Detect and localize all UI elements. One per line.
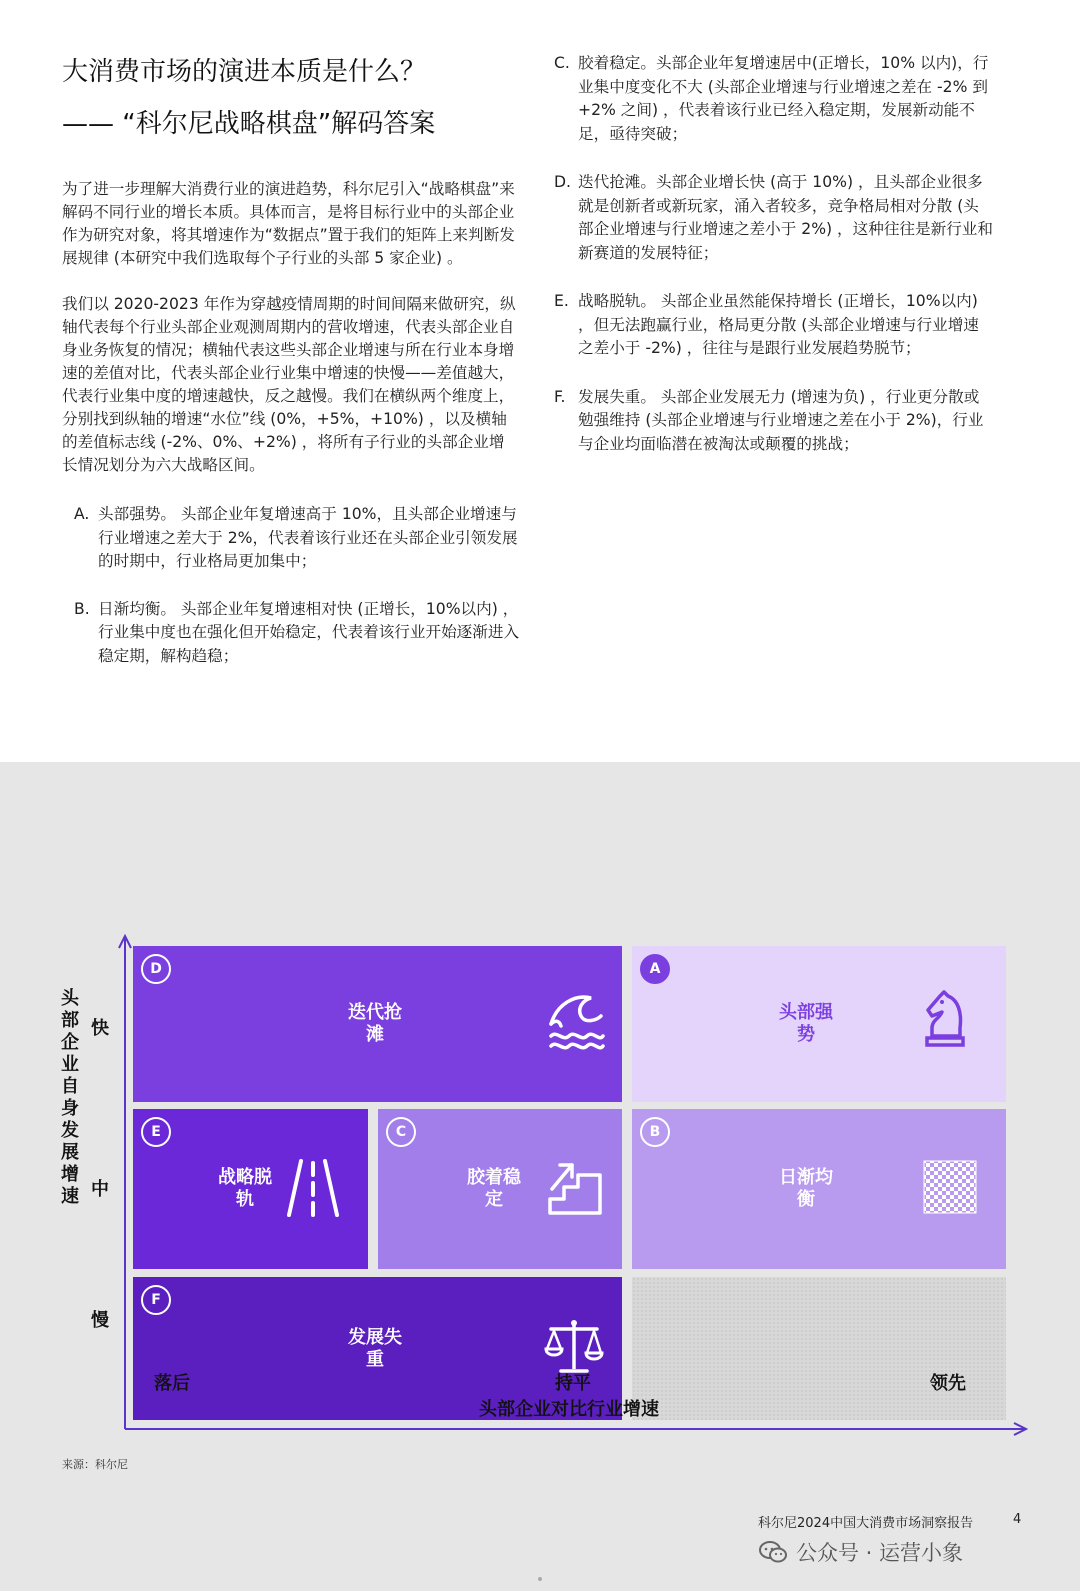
page-dot — [538, 1577, 542, 1581]
chess-knight-icon — [922, 988, 968, 1048]
list-item-b — [62, 598, 520, 669]
page-title: 大消费市场的演进本质是什么？ — [62, 57, 427, 87]
item-letter: D. — [554, 173, 571, 191]
y-tick-slow: 慢 — [91, 1310, 109, 1331]
wechat-icon — [758, 1540, 788, 1564]
list-item-f — [554, 386, 994, 457]
quadrant-label: 头部强势 — [779, 1002, 833, 1045]
checkerboard-icon — [922, 1159, 978, 1215]
stairs-icon — [546, 1157, 604, 1217]
x-tick-behind: 落后 — [154, 1373, 190, 1394]
quadrant-label: 战略脱轨 — [218, 1167, 272, 1210]
quadrant-badge: C — [386, 1117, 416, 1147]
method-paragraph: 我们以 2020-2023 年作为穿越疫情周期的时间间隔来做研究，纵轴代表每个行业头部企业观测周期内的营收增速，代表头部企业自身业务恢复的情况；横轴代表这些头部企业增速与所在行业本身增速的差值对比，代表头部企业行业集中增速的快慢——差值越大，代表行业集中度的增速越快，反之越慢。我们在横纵两个维度上，分别找到纵轴的增速“水位”线 (0%，+5%，+10%) ，以及横轴的差值标志线 (-2%、0%、+2%) ，将所有子行业的头部企业增长情况划分为六大战略区间。 — [62, 295, 516, 474]
footer-report-title: 科尔尼2024中国大消费市场洞察报告 — [758, 1516, 974, 1531]
list-item-c — [554, 52, 994, 146]
quadrant-badge: E — [141, 1117, 171, 1147]
quadrant-label: 发展失重 — [348, 1327, 402, 1370]
quadrant-e — [133, 1109, 368, 1269]
watermark-text: 公众号 · 运营小象 — [796, 1541, 964, 1565]
matrix-section — [0, 762, 1080, 1591]
item-text: 头部强势。 头部企业年复增速高于 10%，且头部企业增速与行业增速之差大于 2%，代表着该行业还在头部企业引领发展的时期中，行业格局更加集中； — [98, 505, 518, 570]
strategy-matrix — [0, 762, 1080, 1482]
y-tick-fast: 快 — [91, 1018, 109, 1039]
road-icon — [285, 1157, 341, 1219]
y-axis-label: 头部企业自身发展增速 — [61, 988, 79, 1207]
item-text: 战略脱轨。 头部企业虽然能保持增长 (正增长，10%以内) ，但无法跑赢行业，格局更分散 (头部企业增速与行业增速之差小于 -2%) ，往往与是跟行业发展趋势脱节； — [578, 292, 979, 357]
quadrant-badge: F — [141, 1285, 171, 1315]
scales-icon — [543, 1315, 605, 1377]
text-section — [0, 0, 1080, 762]
quadrant-badge: A — [640, 954, 670, 984]
empty-quadrant — [632, 1277, 1006, 1420]
item-letter: B. — [74, 599, 90, 618]
item-letter: C. — [554, 54, 570, 72]
list-item-a — [62, 503, 520, 574]
right-column — [554, 52, 994, 481]
quadrant-a — [632, 946, 1006, 1102]
x-tick-par: 持平 — [555, 1373, 591, 1394]
quadrant-label: 胶着稳定 — [467, 1167, 521, 1210]
y-tick-medium: 中 — [91, 1179, 109, 1200]
item-text: 日渐均衡。 头部企业年复增速相对快 (正增长，10%以内) ，行业集中度也在强化但开始稳定，代表着该行业开始逐渐进入稳定期，解构趋稳； — [98, 599, 520, 665]
item-letter: F. — [554, 387, 566, 406]
x-tick-ahead: 领先 — [930, 1373, 966, 1394]
list-item-d — [554, 171, 994, 265]
left-column — [62, 52, 520, 668]
page-number: 4 — [1013, 1512, 1022, 1527]
intro-paragraph: 为了进一步理解大消费行业的演进趋势，科尔尼引入“战略棋盘”来解码不同行业的增长本质。具体而言，是将目标行业中的头部企业作为研究对象，将其增速作为“数据点”置于我们的矩阵上来判断发展规律 (本研究中我们选取每个子行业的头部 5 家企业) 。 — [62, 180, 515, 267]
quadrant-badge: D — [141, 954, 171, 984]
page-subtitle: —— “科尔尼战略棋盘”解码答案 — [62, 109, 436, 139]
quadrant-label: 日渐均衡 — [779, 1167, 833, 1210]
quadrant-badge: B — [640, 1117, 670, 1147]
list-item-e — [554, 290, 994, 361]
quadrant-d — [133, 946, 622, 1102]
item-letter: E. — [554, 292, 569, 310]
item-letter: A. — [74, 505, 90, 523]
x-axis-label: 头部企业对比行业增速 — [479, 1399, 659, 1420]
wave-icon — [547, 990, 605, 1050]
item-text: 胶着稳定。头部企业年复增速居中(正增长，10% 以内)，行业集中度变化不大 (头部企业增速与行业增速之差在 -2% 到 +2% 之间) ，代表着该行业已经入稳定期，发展新动能不足，亟待突破； — [578, 54, 989, 143]
source-note: 来源：科尔尼 — [62, 1458, 128, 1471]
item-text: 发展失重。 头部企业发展无力 (增速为负) ，行业更分散或勉强维持 (头部企业增速与行业增速之差在小于 2%)，行业与企业均面临潜在被淘汰或颠覆的挑战； — [578, 387, 984, 453]
watermark — [758, 1537, 963, 1567]
item-text: 迭代抢滩。头部企业增长快 (高于 10%) ，且头部企业很多就是创新者或新玩家，涌入者较多，竞争格局相对分散 (头部企业增速与行业增速之差小于 2%) ，这种往往是新行业和新赛道的发展特征； — [578, 173, 993, 262]
quadrant-b — [632, 1109, 1006, 1269]
quadrant-label: 迭代抢滩 — [348, 1002, 402, 1045]
quadrant-c — [378, 1109, 622, 1269]
